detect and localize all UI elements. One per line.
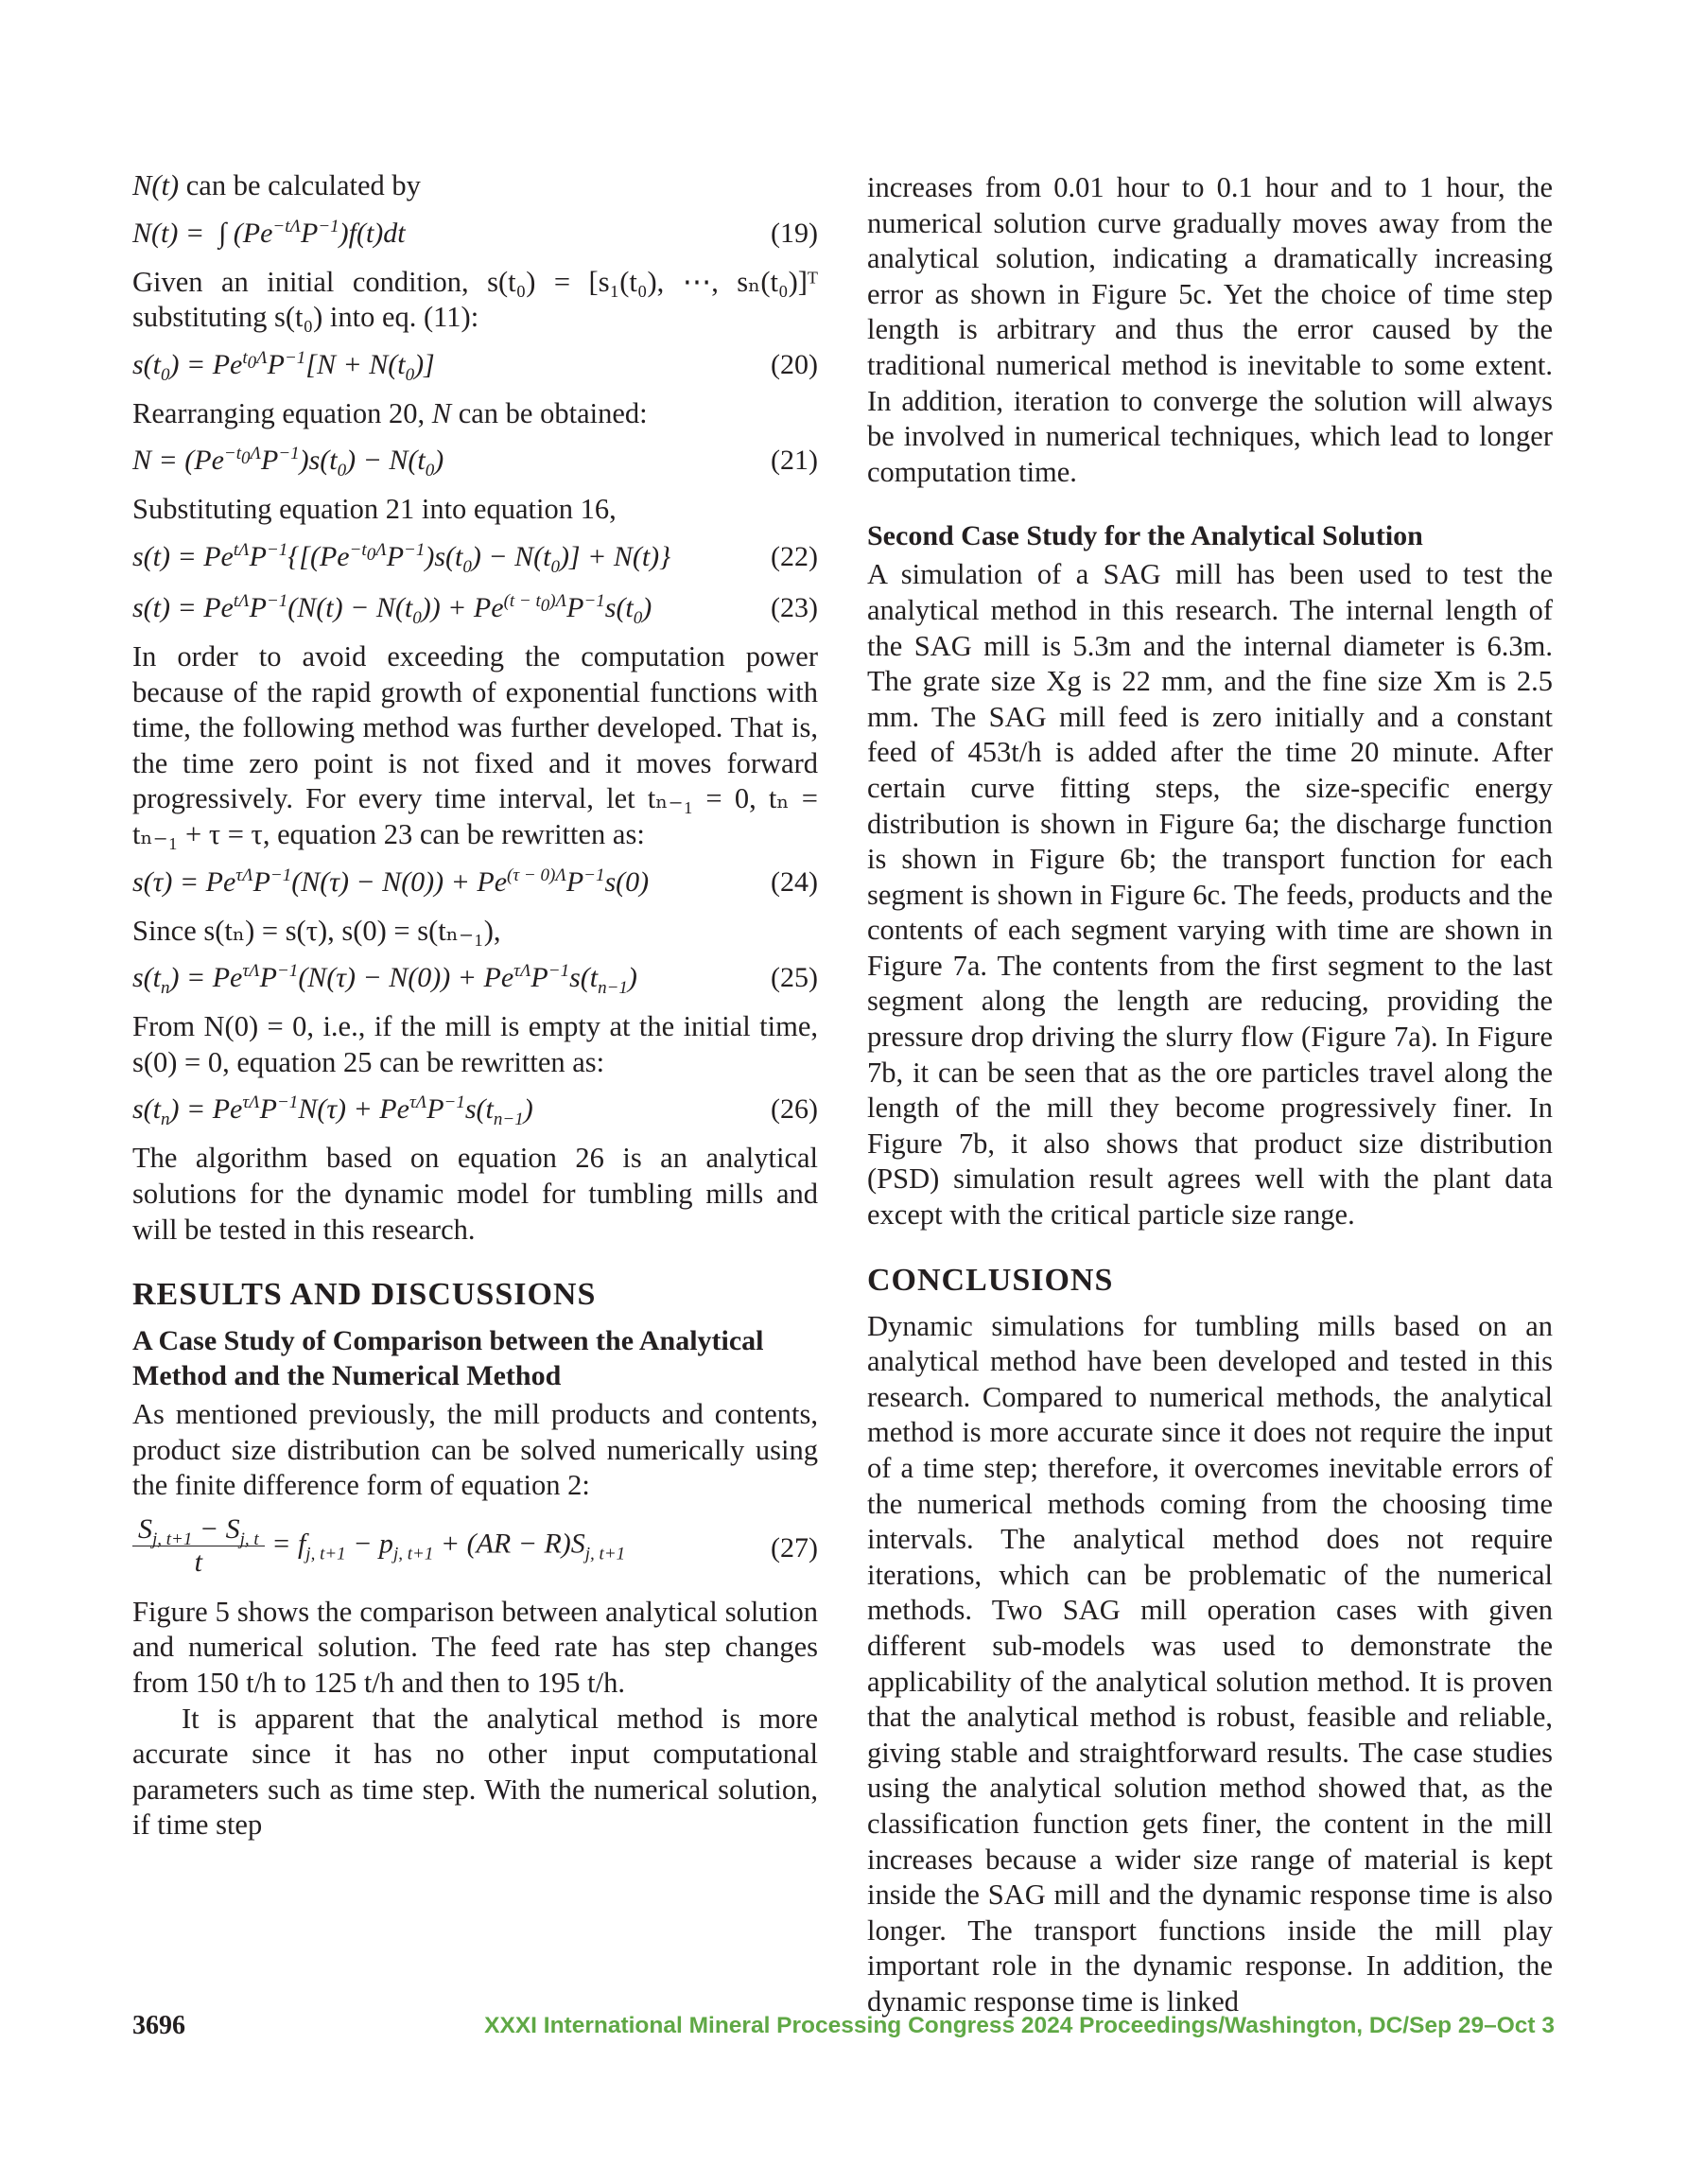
equation-22-number: (22) (771, 540, 818, 572)
given-paragraph: Given an initial condition, s(t₀) = [s₁(t₀), ⋯, sₙ(t₀)]ᵀ substituting s(t₀) into eq. (11): (132, 265, 818, 334)
conclusions-heading: CONCLUSIONS (867, 1262, 1114, 1298)
equation-27-formula: $\frac{S_{j, t+1} - S_{j, t}}{t}$ = $f_{j, t+1} - p_{j, t+1} + (AR - R)S_{j, t+1}$ (132, 1513, 625, 1579)
equation-25-number: (25) (771, 962, 818, 994)
equation-19-number: (19) (771, 217, 818, 249)
equation-20-number: (20) (771, 348, 818, 380)
rearranging-variable: N (431, 396, 452, 429)
equation-25 (132, 958, 818, 998)
equation-27 (132, 1513, 818, 1583)
equation-24-formula: $s(\tau) = Pe^{\tau\Lambda}P^{-1}(N(\tau) - N(0)) + Pe^{(\tau - 0)\Lambda}P^{-1}s(0)$ (132, 865, 650, 898)
continued-paragraph: increases from 0.01 hour to 0.1 hour and to 1 hour, the numerical solution curve gradually moves away from the analytical solution, indicating a dramatically increasing error as shown in Figure 5c. Yet the choice of time step length is arbitrary and thus the error caused by the traditional numerical method is inevitable to some extent. In addition, iteration to converge the solution will always be involved in numerical techniques, which lead to longer computation time. (867, 171, 1553, 488)
equation-23 (132, 588, 818, 628)
intro-paragraph (132, 168, 818, 204)
case-study-1-heading: A Case Study of Comparison between the Analytical Method and the Numerical Method (132, 1325, 764, 1392)
page-number: 3696 (132, 2011, 185, 2040)
equation-24 (132, 863, 818, 902)
equation-26-formula: $s(t_n) = Pe^{\tau\Lambda}P^{-1}N(\tau) + Pe^{\tau\Lambda}P^{-1}s(t_{n-1})$ (132, 1092, 533, 1130)
equation-23-formula: $s(t) = Pe^{t\Lambda}P^{-1}(N(t) - N(t_0)) + Pe^{(t - t_0)\Lambda}P^{-1}s(t_0)$ (132, 590, 652, 628)
equation-20 (132, 345, 818, 385)
rearranging-text-b: can be obtained: (451, 396, 648, 429)
equation-24-number: (24) (771, 865, 818, 898)
figure5-paragraph: Figure 5 shows the comparison between analytical solution and numerical solution. The feed rate has step changes from 150 t/h to 125 t/h and then to 195 t/h. (132, 1595, 818, 1700)
right-column (867, 170, 1553, 2020)
equation-26 (132, 1090, 818, 1129)
equation-19 (132, 214, 818, 253)
equation-25-formula: $s(t_n) = Pe^{\tau\Lambda}P^{-1}(N(\tau) - N(0)) + Pe^{\tau\Lambda}P^{-1}s(t_{n-1})$ (132, 961, 637, 999)
apparent-paragraph: It is apparent that the analytical method is more accurate since it has no other input computational parameters such as time step. With the numerical solution, if time step (132, 1702, 818, 1842)
rearranging-paragraph (132, 396, 818, 432)
equation-27-number: (27) (771, 1531, 818, 1564)
equation-19-formula: N(t) = ∫ $(Pe^{-t\Lambda}P^{-1})f(t)dt$ (132, 216, 406, 249)
avoid-paragraph: In order to avoid exceeding the computation power because of the rapid growth of exponential functions with time, the following method was further developed. That is, the time zero point is not fixed and it moves forward progressively. For every time interval, let tₙ₋₁ = 0, tₙ = tₙ₋₁ + τ = τ, equation 23 can be rewritten as: (132, 639, 818, 850)
equation-22 (132, 537, 818, 577)
since-paragraph: Since s(tₙ) = s(τ), s(0) = s(tₙ₋₁), (132, 914, 501, 947)
equation-23-number: (23) (771, 591, 818, 623)
substituting-paragraph: Substituting equation 21 into equation 16, (132, 493, 617, 526)
equation-21 (132, 441, 818, 480)
algorithm-paragraph: The algorithm based on equation 26 is an analytical solutions for the dynamic model for tumbling mills and will be tested in this research. (132, 1142, 818, 1246)
conference-title: XXXI International Mineral Processing Congress 2024 Proceedings/Washington, DC/Sep 29–Oct 3 (484, 2013, 1555, 2038)
page-footer (132, 2011, 1555, 2049)
equation-21-formula: $N = (Pe^{-t_0\Lambda}P^{-1})s(t_0) - N(t_0)$ (132, 444, 444, 481)
rearranging-text-a: Rearranging equation 20, (132, 396, 432, 429)
conclusions-paragraph: Dynamic simulations for tumbling mills based on an analytical method have been developed and tested in this research. Compared to numerical methods, the analytical method is more accurate since it does not require the input of a time step; therefore, it overcomes inevitable errors of the numerical methods coming from the choosing time intervals. The analytical method does not require iterations, which can be problematic of the numerical methods. Two SAG mill operation cases with given different sub-models was used to demonstrate the applicability of the analytical solution method. It is proven that the analytical method is robust, feasible and reliable, giving stable and straightforward results. The case studies using the analytical solution method showed that, as the classification function gets finer, the content in the mill increases because a wider size range of material is kept inside the SAG mill and the dynamic response time is also longer. The transport functions inside the mill play important role in the dynamic response. In addition, the dynamic response time is linked (867, 1309, 1553, 2018)
intro-variable: N(t) (132, 169, 180, 201)
intro-text: can be calculated by (179, 169, 421, 201)
equation-20-formula: $s(t_0) = Pe^{t_0\Lambda}P^{-1}[N + N(t_0)]$ (132, 347, 435, 385)
results-heading: RESULTS AND DISCUSSIONS (132, 1277, 597, 1313)
from-paragraph: From N(0) = 0, i.e., if the mill is empty at the initial time, s(0) = 0, equation 25 can be rewritten as: (132, 1010, 818, 1078)
left-column (132, 168, 818, 1843)
equation-22-formula: $s(t) = Pe^{t\Lambda}P^{-1}\{[(Pe^{-t_0\Lambda}P^{-1})s(t_0) - N(t_0)] + N(t)\}$ (132, 539, 671, 577)
equation-26-number: (26) (771, 1093, 818, 1126)
mentioned-paragraph: As mentioned previously, the mill products and contents, product size distribution can be solved numerically using the finite difference form of equation 2: (132, 1398, 818, 1502)
equation-21-number: (21) (771, 445, 818, 477)
simulation-paragraph: A simulation of a SAG mill has been used to test the analytical method in this research. The internal length of the SAG mill is 5.3m and the internal diameter is 6.3m. The grate size Xg is 22 mm, and the fine size Xm is 2.5 mm. The SAG mill feed is zero initially and a constant feed of 453t/h is added after the time 20 minute. After certain curve fitting steps, the size-specific energy distribution is shown in Figure 6a; the discharge function is shown in Figure 6b; the transport function for each segment is shown in Figure 6c. The feeds, products and the contents of each segment varying with time are shown in Figure 7a. The contents from the first segment to the last segment along the length are reducing, providing the pressure drop driving the slurry flow (Figure 7a). In Figure 7b, it can be seen that as the ore particles travel along the length of the mill they become progressively finer. In Figure 7b, it also shows that product size distribution (PSD) simulation result agrees well with the plant data except with the critical particle size range. (867, 558, 1553, 1232)
case-study-2-heading: Second Case Study for the Analytical Solution (867, 520, 1423, 552)
